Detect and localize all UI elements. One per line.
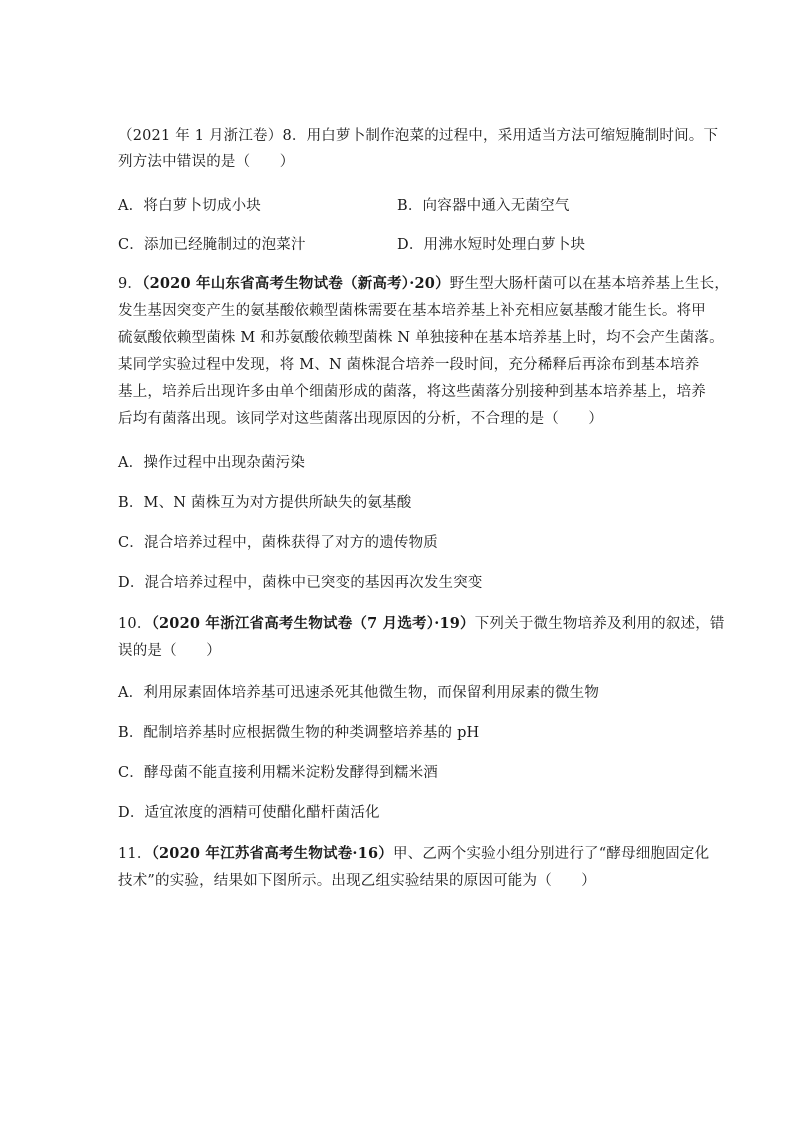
- question-11-source: （2020 年江苏省高考生物试卷·16）: [151, 845, 393, 862]
- question-8-stem: 8．用白萝卜制作泡菜的过程中，采用适当方法可缩短腌制时间。下: [282, 128, 719, 144]
- question-10-stem: 下列关于微生物培养及利用的叙述，错: [474, 616, 725, 632]
- question-8-option-c: C．添加已经腌制过的泡菜汁: [118, 237, 306, 253]
- question-10-number: 10．: [118, 616, 152, 632]
- question-10-option-b: B．配制培养基时应根据微生物的种类调整培养基的 pH: [118, 725, 480, 741]
- question-10-option-d: D．适宜浓度的酒精可使醋化醋杆菌活化: [118, 805, 380, 821]
- question-9-option-b: B．M、N 菌株互为对方提供所缺失的氨基酸: [118, 495, 412, 511]
- question-11-stem: 甲、乙两个实验小组分别进行了“酵母细胞固定化: [392, 846, 710, 862]
- question-10-line-1: [118, 614, 725, 634]
- question-9-line-5: 基上，培养后出现许多由单个细菌形成的菌落，将这些菌落分别接种到基本培养基上，培养: [118, 384, 706, 400]
- question-9-option-a: A．操作过程中出现杂菌污染: [118, 455, 306, 471]
- question-9-line-4: 某同学实验过程中发现，将 M、N 菌株混合培养一段时间，充分稀释后再涂布到基本培养: [118, 357, 700, 373]
- question-8-line-1: [118, 126, 718, 146]
- question-9-line-1: [118, 274, 729, 294]
- question-8-option-d: D．用沸水短时处理白萝卜块: [397, 237, 586, 253]
- question-11-number: 11．: [118, 846, 152, 862]
- question-9-number: 9．: [118, 276, 143, 292]
- question-9-line-3: 硫氨酸依赖型菌株 M 和苏氨酸依赖型菌株 N 单独接种在基本培养基上时，均不会产生菌落。: [118, 330, 724, 346]
- question-9-source: （2020 年山东省高考生物试卷（新高考）·20）: [142, 275, 450, 292]
- question-11-line-1: [118, 844, 709, 864]
- question-11-line-2: 技术”的实验，结果如下图所示。出现乙组实验结果的原因可能为（ ）: [118, 873, 597, 889]
- question-8-option-a: A．将白萝卜切成小块: [118, 198, 261, 214]
- question-10-source: （2020 年浙江省高考生物试卷（7 月选考）·19）: [151, 615, 475, 632]
- question-9-line-2: 发生基因突变产生的氨基酸依赖型菌株需要在基本培养基上补充相应氨基酸才能生长。将甲: [118, 303, 706, 319]
- question-10-line-2: 误的是（ ）: [118, 643, 221, 659]
- question-10-option-a: A．利用尿素固体培养基可迅速杀死其他微生物，而保留利用尿素的微生物: [118, 685, 600, 701]
- question-10-option-c: C．酵母菌不能直接利用糯米淀粉发酵得到糯米酒: [118, 765, 438, 781]
- question-9-option-c: C．混合培养过程中，菌株获得了对方的遗传物质: [118, 535, 438, 551]
- question-8-option-b: B．向容器中通入无菌空气: [397, 198, 570, 214]
- question-9-line-6: 后均有菌落出现。该同学对这些菌落出现原因的分析，不合理的是（ ）: [118, 411, 604, 427]
- question-8-line-2: 列方法中错误的是（ ）: [118, 154, 295, 170]
- question-8-source: （2021 年 1 月浙江卷）: [118, 128, 283, 144]
- question-9-stem: 野生型大肠杆菌可以在基本培养基上生长，: [449, 276, 730, 292]
- question-9-option-d: D．混合培养过程中，菌株中已突变的基因再次发生突变: [118, 575, 483, 591]
